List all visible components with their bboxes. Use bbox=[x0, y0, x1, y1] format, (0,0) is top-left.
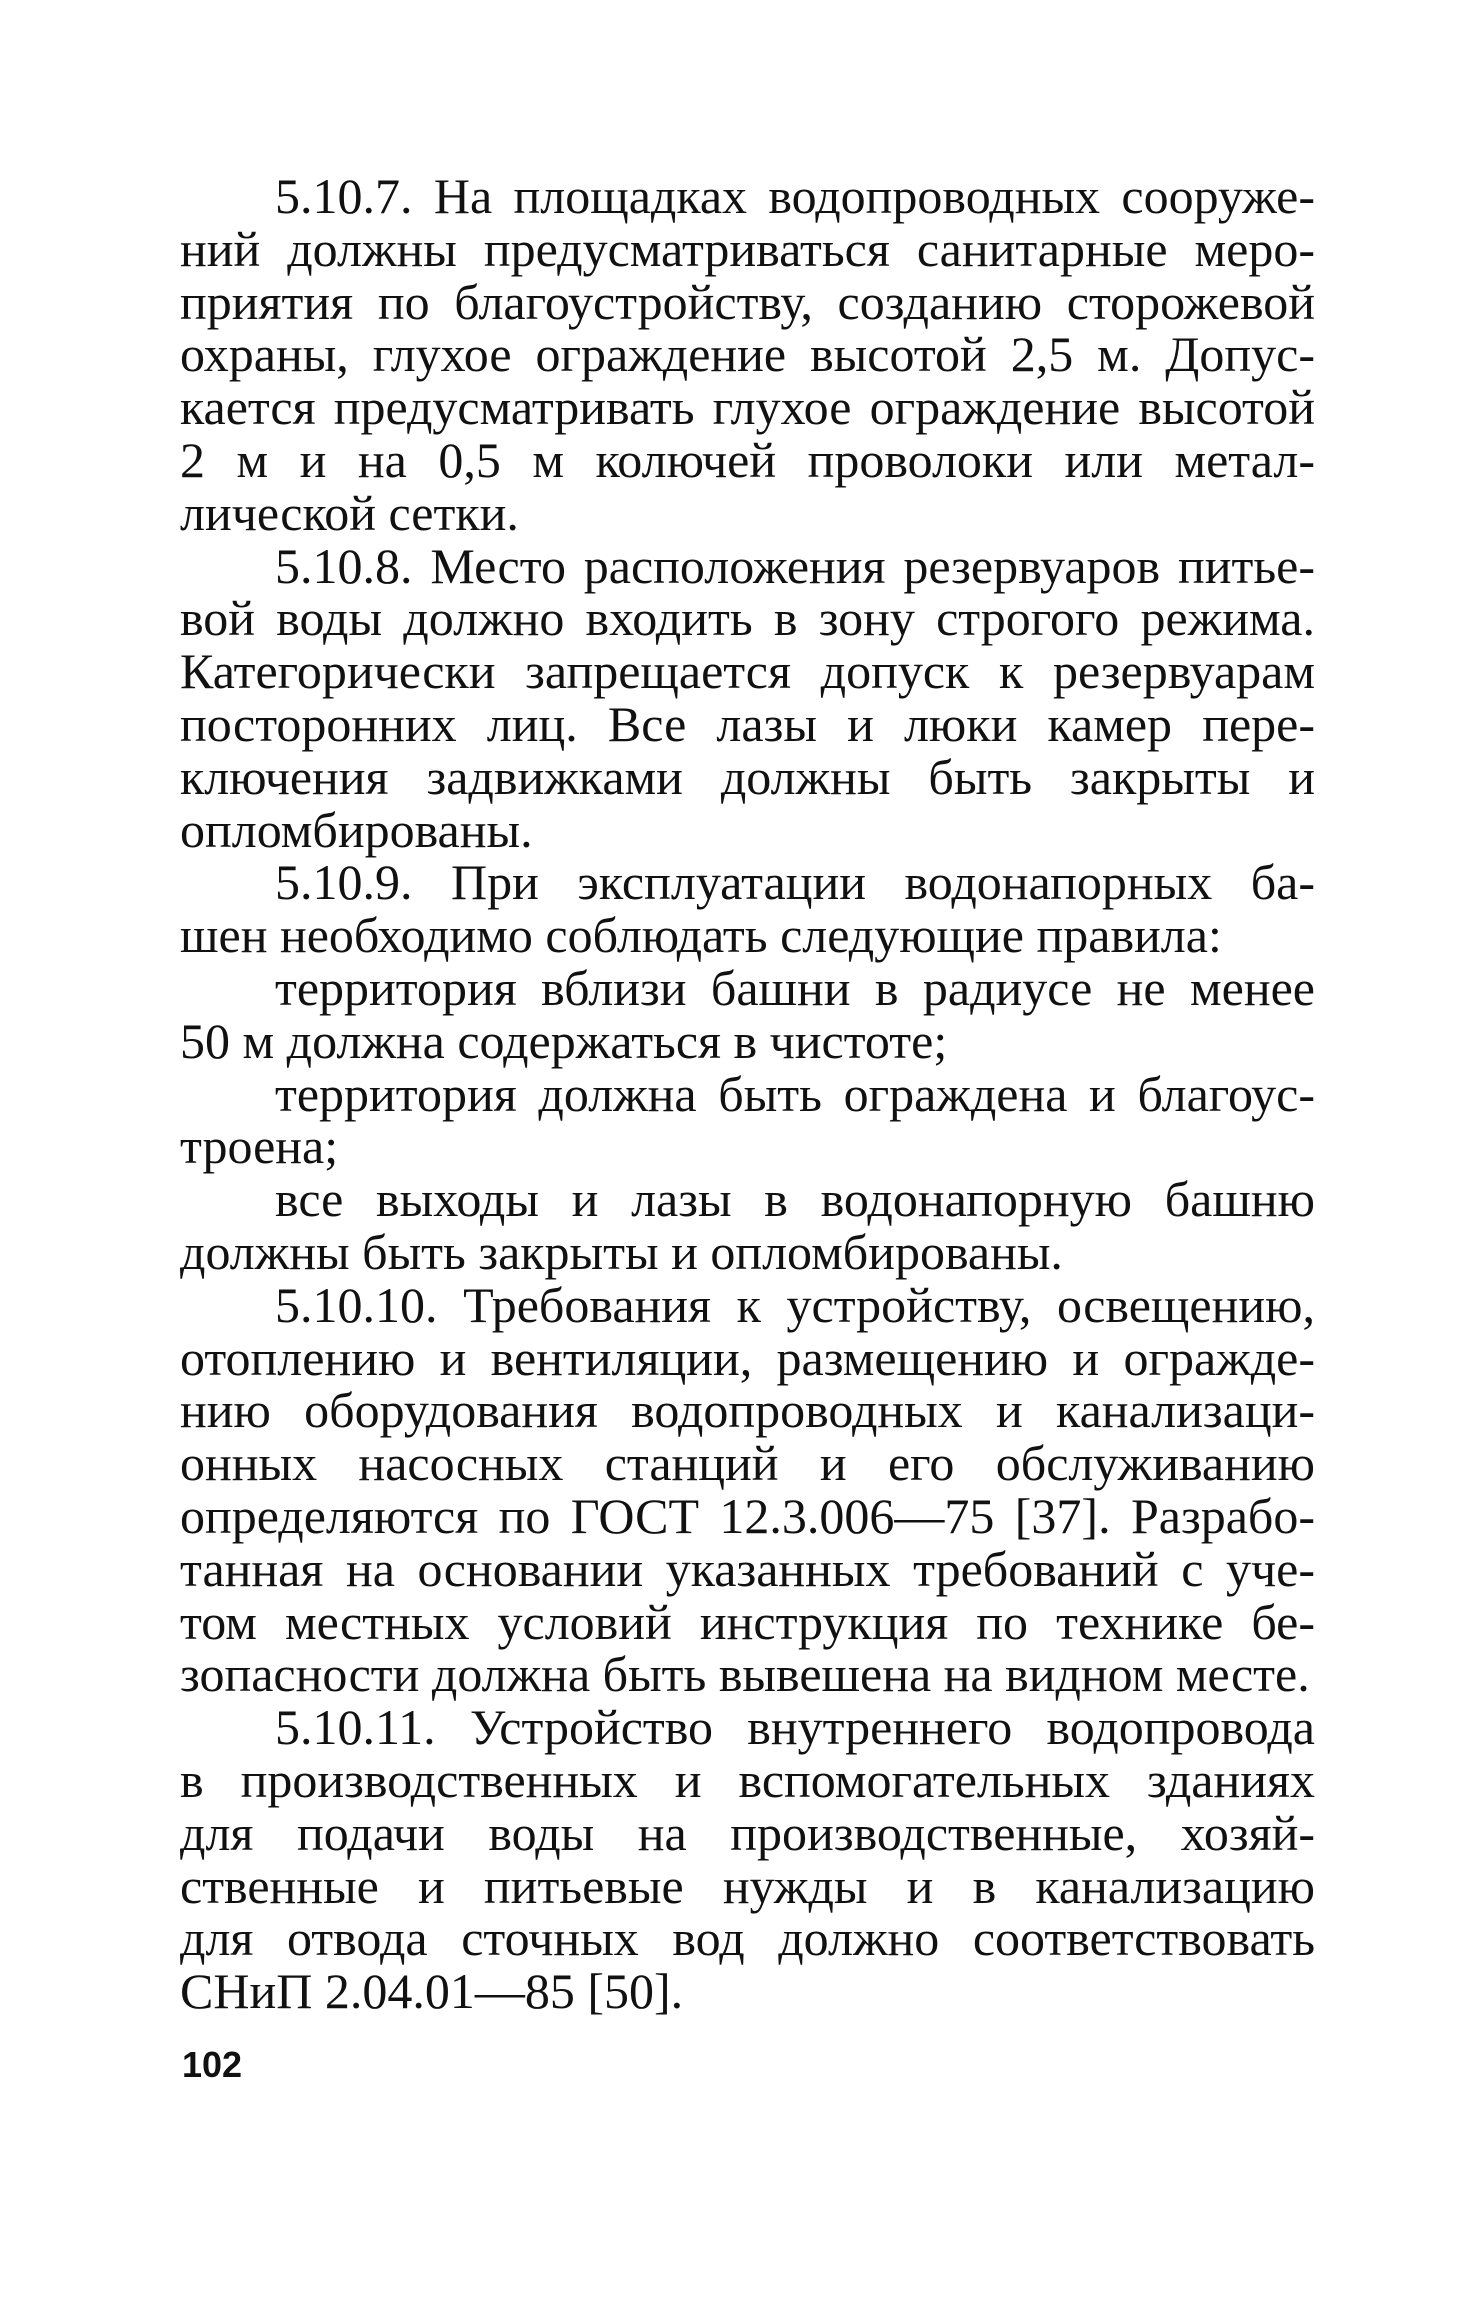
page-number: 102 bbox=[182, 2044, 243, 2085]
text-line: ственные и питьевые нужды и в канализацию bbox=[180, 1857, 1315, 1914]
text-line: ключения задвижками должны быть закрыты и bbox=[180, 748, 1315, 805]
text-line: нию оборудования водопроводных и канализаци- bbox=[180, 1382, 1315, 1439]
paragraph bbox=[180, 1276, 1315, 1703]
text-line: 5.10.8. Место расположения резервуаров питье- bbox=[275, 537, 1315, 594]
text-line: ний должны предусматриваться санитарные меро- bbox=[180, 220, 1315, 277]
text-line: Категорически запрещается допуск к резервуарам bbox=[180, 643, 1315, 700]
text-line: зопасности должна быть вывешена на видном месте. bbox=[180, 1646, 1310, 1703]
text-line: должны быть закрыты и опломбированы. bbox=[180, 1223, 1063, 1280]
paragraph bbox=[180, 170, 1315, 540]
text-line: 5.10.11. Устройство внутреннего водопровода bbox=[275, 1699, 1315, 1756]
text-line: для отвода сточных вод должно соответствовать bbox=[180, 1910, 1315, 1967]
text-line: приятия по благоустройству, созданию сторожевой bbox=[180, 273, 1315, 330]
text-line: для подачи воды на производственные, хозяй- bbox=[180, 1804, 1315, 1861]
text-line: все выходы и лазы в водонапорную башню bbox=[275, 1171, 1315, 1228]
text-line: определяются по ГОСТ 12.3.006—75 [37]. Разрабо- bbox=[180, 1487, 1315, 1544]
text-line: территория вблизи башни в радиусе не менее bbox=[275, 959, 1315, 1016]
paragraph bbox=[180, 959, 1315, 1069]
text-line: лической сетки. bbox=[180, 484, 519, 541]
text-line: территория должна быть ограждена и благоус- bbox=[275, 1065, 1315, 1122]
text-line: 50 м должна содержаться в чистоте; bbox=[180, 1012, 948, 1069]
text-line: вой воды должно входить в зону строгого режима. bbox=[180, 590, 1315, 647]
paragraph bbox=[180, 1173, 1315, 1279]
text-line: опломбированы. bbox=[180, 801, 533, 858]
paragraph bbox=[180, 537, 1315, 858]
paragraph bbox=[180, 1065, 1315, 1175]
text-line: 5.10.10. Требования к устройству, освещению, bbox=[275, 1276, 1315, 1333]
text-line: том местных условий инструкция по технике бе- bbox=[180, 1593, 1315, 1650]
text-line: отоплению и вентиляции, размещению и огражде- bbox=[180, 1329, 1315, 1386]
paragraph bbox=[180, 856, 1315, 962]
text-line: 5.10.9. При эксплуатации водонапорных ба- bbox=[275, 854, 1315, 911]
text-line: охраны, глухое ограждение высотой 2,5 м. Допус- bbox=[180, 326, 1315, 383]
text-line: 2 м и на 0,5 м колючей проволоки или метал- bbox=[180, 431, 1315, 488]
text-line: шен необходимо соблюдать следующие правила: bbox=[180, 907, 1222, 964]
text-line: троена; bbox=[180, 1118, 339, 1175]
text-line: в производственных и вспомогательных зданиях bbox=[180, 1751, 1315, 1808]
body-text bbox=[180, 170, 1315, 2018]
text-line: онных насосных станций и его обслуживанию bbox=[180, 1435, 1315, 1492]
text-line: посторонних лиц. Все лазы и люки камер пере- bbox=[180, 695, 1315, 752]
text-line: 5.10.7. На площадках водопроводных сооруже- bbox=[275, 168, 1315, 224]
text-line: кается предусматривать глухое ограждение высотой bbox=[180, 379, 1315, 436]
text-line: СНиП 2.04.01—85 [50]. bbox=[180, 1963, 684, 2020]
text-line: танная на основании указанных требований с уче- bbox=[180, 1540, 1315, 1597]
paragraph bbox=[180, 1701, 1315, 2018]
